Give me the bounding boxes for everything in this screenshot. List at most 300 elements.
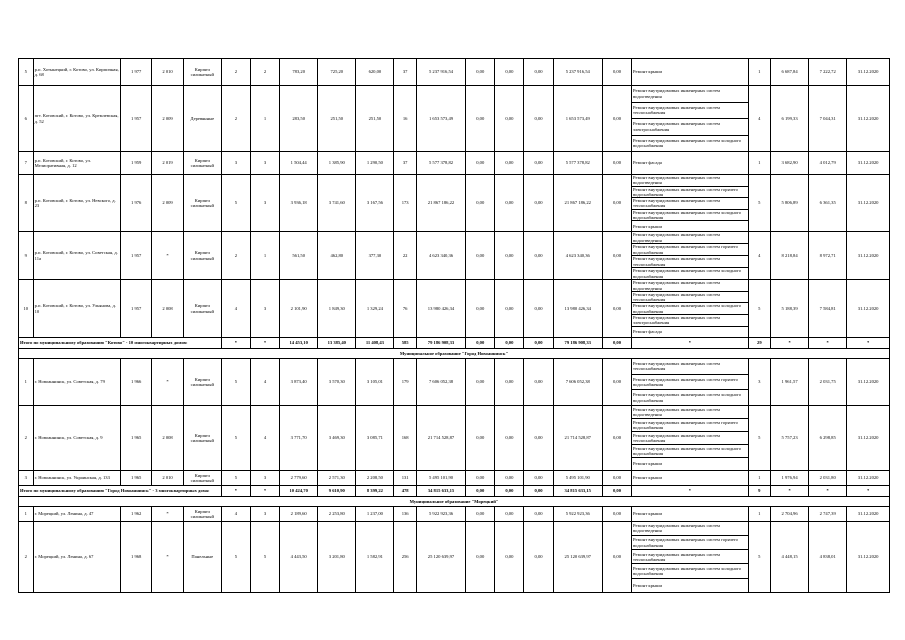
cell-year: 1 965 (120, 405, 151, 470)
cell-year: 1 959 (120, 152, 151, 175)
cell-f4: 7 606 052,38 (553, 358, 602, 405)
cell-c2: 2 031,80 (809, 470, 847, 485)
cell-year2: 2 010 (152, 470, 183, 485)
cell-f2: 0,00 (495, 358, 524, 405)
table-row (19, 506, 890, 521)
section-title: Муниципальное образование "Город Новоаннинск" (19, 348, 890, 358)
cell-residents: 173 (394, 175, 416, 232)
cell-work-type: Ремонт внутридомовых инженерных систем холодного водоснабжения (632, 390, 749, 406)
cell-cnt: 5 (748, 521, 770, 592)
cell-n: 3 (19, 470, 34, 485)
cell-f3: 0,00 (524, 59, 553, 86)
cell-living: 3 201,80 (318, 521, 356, 592)
section-total-row (19, 337, 890, 348)
cell-date: 31.12.2020 (847, 470, 890, 485)
cell-c1: 8 218,84 (771, 232, 809, 280)
cell-c1: 3 682,90 (771, 152, 809, 175)
cell-living: 2 253,80 (318, 506, 356, 521)
cell-addr: г. Новоаннинск, ул. Советская, д. 79 (33, 358, 120, 405)
cell-living: 1 385,90 (318, 152, 356, 175)
cell-date: 31.12.2020 (847, 358, 890, 405)
cell-addr: р.п. Котовский, г. Котово, ул. Советская, д. 11а (33, 232, 120, 280)
cell-year2: 2 010 (152, 59, 183, 86)
cell-year: 1 957 (120, 280, 151, 338)
cell-f4: 21 867 186,22 (553, 175, 602, 232)
cell-f3: 0,00 (524, 86, 553, 152)
cell-year: 1 957 (120, 86, 151, 152)
table-row (19, 405, 890, 418)
cell-n: 6 (19, 86, 34, 152)
cell-f1: 0,00 (466, 59, 495, 86)
cell-owned: 3 085,71 (356, 405, 394, 470)
cell-cnt: 4 (748, 86, 770, 152)
cell-floors: 3 (221, 152, 250, 175)
total-f2: 0,00 (495, 337, 524, 348)
total-date: * (847, 337, 890, 348)
cell-c1: 2 704,96 (771, 506, 809, 521)
total-f5: 0,00 (602, 337, 631, 348)
cell-year2: 2 008 (152, 405, 183, 470)
cell-f4: 21 714 528,87 (553, 405, 602, 470)
total-year2: * (250, 485, 279, 496)
cell-owned: 377,30 (356, 232, 394, 280)
cell-work-type: Ремонт внутридомовых инженерных систем теплоснабжения (632, 550, 749, 564)
register-table (18, 58, 890, 593)
cell-c1: 4 448,15 (771, 521, 809, 592)
table-row (19, 86, 890, 103)
cell-f2: 0,00 (495, 86, 524, 152)
capital-repair-register (18, 58, 890, 593)
total-f3: 0,00 (524, 485, 553, 496)
cell-residents: 37 (394, 152, 416, 175)
cell-date: 31.12.2020 (847, 232, 890, 280)
cell-work-type: Ремонт внутридомовых инженерных систем холодного водоснабжения (632, 135, 749, 152)
cell-date: 31.12.2020 (847, 405, 890, 470)
cell-date: 31.12.2020 (847, 152, 890, 175)
cell-mat: Кирпич силикатный (183, 232, 221, 280)
cell-work-type: Ремонт внутридомовых инженерных систем водоотведения (632, 232, 749, 244)
cell-area: 561,50 (280, 232, 318, 280)
cell-addr: р.п. Хотынецкий, г. Котово, ул. Кирпичная, д. 68 (33, 59, 120, 86)
total-total: 34 815 633,15 (416, 485, 465, 496)
table-row (19, 521, 890, 535)
cell-year: 1 966 (120, 358, 151, 405)
cell-date: 31.12.2020 (847, 280, 890, 338)
total-cnt: 9 (748, 485, 770, 496)
cell-f3: 0,00 (524, 470, 553, 485)
cell-area: 2 189,60 (280, 506, 318, 521)
cell-work-type: Ремонт внутридомовых инженерных систем горячего водоснабжения (632, 418, 749, 431)
cell-floors: 2 (221, 59, 250, 86)
cell-work-type: Ремонт внутридомовых инженерных систем горячего водоснабжения (632, 374, 749, 390)
cell-n: 2 (19, 521, 34, 592)
cell-work-type: Ремонт внутридомовых инженерных систем горячего водоснабжения (632, 186, 749, 198)
cell-floors: 2 (221, 86, 250, 152)
total-year: * (221, 337, 250, 348)
cell-mat: Панельные (183, 521, 221, 592)
cell-year2: * (152, 506, 183, 521)
cell-work-type: Ремонт внутридомовых инженерных систем теплоснабжения (632, 256, 749, 268)
cell-c1: 1 961,57 (771, 358, 809, 405)
cell-living: 2 571,30 (318, 470, 356, 485)
cell-c2: 8 972,71 (809, 232, 847, 280)
cell-total: 5 922 923,36 (416, 506, 465, 521)
cell-f1: 0,00 (466, 405, 495, 470)
cell-entr: 3 (250, 280, 279, 338)
cell-floors: 5 (221, 470, 250, 485)
total-f4: 79 186 908,33 (553, 337, 602, 348)
cell-year: 1 976 (120, 175, 151, 232)
cell-living: 3 741,60 (318, 175, 356, 232)
cell-f3: 0,00 (524, 232, 553, 280)
cell-living: 3 570,30 (318, 358, 356, 405)
cell-n: 1 (19, 358, 34, 405)
cell-work-type: Ремонт внутридомовых инженерных систем холодного водоснабжения (632, 564, 749, 578)
total-c2: * (809, 485, 847, 496)
cell-n: 1 (19, 506, 34, 521)
cell-work-type: Ремонт внутридомовых инженерных систем теплоснабжения (632, 431, 749, 444)
cell-f4: 5 237 916,54 (553, 59, 602, 86)
total-c1: * (771, 485, 809, 496)
cell-work-type: Ремонт внутридомовых инженерных систем электроснабжения (632, 119, 749, 136)
cell-work-type: Ремонт крыши (632, 457, 749, 470)
cell-f3: 0,00 (524, 152, 553, 175)
total-year2: * (250, 337, 279, 348)
cell-c2: 6 298,85 (809, 405, 847, 470)
cell-work-type: Ремонт внутридомовых инженерных систем водоотведения (632, 175, 749, 187)
total-residents: 478 (394, 485, 416, 496)
cell-c1: 5 757,23 (771, 405, 809, 470)
cell-c2: 4 012,79 (809, 152, 847, 175)
cell-residents: 131 (394, 470, 416, 485)
cell-date: 31.12.2020 (847, 86, 890, 152)
total-area: 14 453,10 (280, 337, 318, 348)
cell-n: 9 (19, 232, 34, 280)
cell-total: 5 237 916,54 (416, 59, 465, 86)
cell-entr: 1 (250, 86, 279, 152)
cell-date: 31.12.2020 (847, 175, 890, 232)
cell-work-type: Ремонт внутридомовых инженерных систем водоотведения (632, 521, 749, 535)
cell-work-type: Ремонт внутридомовых инженерных систем холодного водоснабжения (632, 268, 749, 280)
cell-addr: г. Морецкий, ул. Ленина, д. 67 (33, 521, 120, 592)
total-f1: 0,00 (466, 337, 495, 348)
cell-addr: г. Новоаннинск, ул. Советская, д. 9 (33, 405, 120, 470)
cell-work-type: Ремонт крыши (632, 578, 749, 592)
cell-addr: г. Новоаннинск, ул. Украинская, д. 133 (33, 470, 120, 485)
cell-residents: 179 (394, 358, 416, 405)
cell-total: 1 653 573,49 (416, 86, 465, 152)
cell-f5: 0,00 (602, 521, 631, 592)
cell-owned: 3 167,56 (356, 175, 394, 232)
section-header (19, 496, 890, 506)
cell-c1: 6 199,33 (771, 86, 809, 152)
cell-total: 7 606 052,38 (416, 358, 465, 405)
cell-work-type: Ремонт внутридомовых инженерных систем водоотведения (632, 405, 749, 418)
cell-residents: 76 (394, 280, 416, 338)
section-header (19, 348, 890, 358)
cell-year: 1 968 (120, 521, 151, 592)
table-row (19, 280, 890, 292)
cell-work-type: Ремонт внутридомовых инженерных систем холодного водоснабжения (632, 444, 749, 457)
cell-c1: 5 806,89 (771, 175, 809, 232)
cell-f5: 0,00 (602, 280, 631, 338)
cell-f5: 0,00 (602, 175, 631, 232)
table-row (19, 358, 890, 374)
cell-residents: 37 (394, 59, 416, 86)
cell-owned: 2 208,50 (356, 470, 394, 485)
cell-f1: 0,00 (466, 152, 495, 175)
cell-residents: 136 (394, 506, 416, 521)
cell-f4: 4 623 340,36 (553, 232, 602, 280)
total-f2: 0,00 (495, 485, 524, 496)
cell-living: 3 469,30 (318, 405, 356, 470)
cell-work-type: Ремонт крыши (632, 506, 749, 521)
cell-mat: Кирпич силикатный (183, 280, 221, 338)
total-owned: 11 408,43 (356, 337, 394, 348)
cell-year: 1 965 (120, 470, 151, 485)
cell-work-type: Ремонт внутридомовых инженерных систем водоотведения (632, 86, 749, 103)
cell-c2: 7 044,31 (809, 86, 847, 152)
cell-f2: 0,00 (495, 232, 524, 280)
cell-floors: 4 (221, 506, 250, 521)
cell-living: 462,80 (318, 232, 356, 280)
cell-living: 725,20 (318, 59, 356, 86)
total-c1: * (771, 337, 809, 348)
cell-f3: 0,00 (524, 280, 553, 338)
total-f3: 0,00 (524, 337, 553, 348)
table-row (19, 152, 890, 175)
cell-floors: 5 (221, 175, 250, 232)
cell-work-type: Ремонт внутридомовых инженерных систем теплоснабжения (632, 198, 749, 210)
cell-entr: 1 (250, 232, 279, 280)
cell-addr: р.п. Котовский, г. Котово, ул. Мелиоративная, д. 12 (33, 152, 120, 175)
total-f5: 0,00 (602, 485, 631, 496)
cell-owned: 1 329,24 (356, 280, 394, 338)
cell-residents: 16 (394, 86, 416, 152)
cell-owned: 1 582,91 (356, 521, 394, 592)
cell-owned: 1 237,00 (356, 506, 394, 521)
cell-cnt: 1 (748, 59, 770, 86)
cell-owned: 620,00 (356, 59, 394, 86)
cell-f4: 5 495 101,90 (553, 470, 602, 485)
cell-addr: пгт. Котовский, г. Котово, ул. Кремлевская, д. 52 (33, 86, 120, 152)
cell-total: 4 623 340,36 (416, 232, 465, 280)
cell-mat: Кирпич силикатный (183, 506, 221, 521)
cell-area: 283,50 (280, 86, 318, 152)
cell-area: 3 873,40 (280, 358, 318, 405)
cell-f1: 0,00 (466, 470, 495, 485)
cell-f4: 5 922 923,36 (553, 506, 602, 521)
cell-cnt: 5 (748, 175, 770, 232)
cell-f5: 0,00 (602, 358, 631, 405)
cell-f1: 0,00 (466, 175, 495, 232)
cell-f4: 13 980 426,34 (553, 280, 602, 338)
cell-f2: 0,00 (495, 59, 524, 86)
table-row (19, 470, 890, 485)
total-f1: 0,00 (466, 485, 495, 496)
cell-f5: 0,00 (602, 59, 631, 86)
cell-year2: 2 008 (152, 280, 183, 338)
cell-mat: Кирпич силикатный (183, 405, 221, 470)
cell-cnt: 4 (748, 232, 770, 280)
cell-c2: 6 361,35 (809, 175, 847, 232)
cell-year2: 2 009 (152, 86, 183, 152)
cell-living: 251,50 (318, 86, 356, 152)
cell-f2: 0,00 (495, 280, 524, 338)
cell-entr: 3 (250, 152, 279, 175)
cell-date: 31.12.2020 (847, 59, 890, 86)
cell-f1: 0,00 (466, 506, 495, 521)
cell-floors: 5 (221, 358, 250, 405)
cell-year: 1 957 (120, 232, 151, 280)
cell-c2: 2 031,75 (809, 358, 847, 405)
cell-f4: 25 120 639,97 (553, 521, 602, 592)
cell-cnt: 3 (748, 358, 770, 405)
total-total: 79 186 908,33 (416, 337, 465, 348)
cell-f5: 0,00 (602, 86, 631, 152)
cell-work-type: Ремонт внутридомовых инженерных систем горячего водоснабжения (632, 244, 749, 256)
cell-floors: 5 (221, 521, 250, 592)
total-year: * (221, 485, 250, 496)
section-title: Муниципальное образование "Морецкий" (19, 496, 890, 506)
cell-entr: 3 (250, 470, 279, 485)
total-area: 10 424,70 (280, 485, 318, 496)
cell-year2: 2 019 (152, 152, 183, 175)
cell-residents: 168 (394, 405, 416, 470)
cell-area: 3 936,18 (280, 175, 318, 232)
cell-f4: 1 653 573,49 (553, 86, 602, 152)
cell-owned: 1 290,50 (356, 152, 394, 175)
cell-n: 7 (19, 152, 34, 175)
total-f4: 34 815 633,15 (553, 485, 602, 496)
cell-owned: 251,50 (356, 86, 394, 152)
cell-year2: * (152, 521, 183, 592)
cell-mat: Деревянные (183, 86, 221, 152)
cell-f2: 0,00 (495, 470, 524, 485)
cell-work-type: Ремонт внутридомовых инженерных систем водоотведения (632, 280, 749, 292)
cell-f2: 0,00 (495, 521, 524, 592)
cell-c1: 5 188,39 (771, 280, 809, 338)
cell-total: 21 714 528,87 (416, 405, 465, 470)
cell-work-type: Ремонт внутридомовых инженерных систем теплоснабжения (632, 291, 749, 303)
cell-f3: 0,00 (524, 358, 553, 405)
cell-date: 31.12.2020 (847, 506, 890, 521)
cell-mat: Кирпич силикатный (183, 59, 221, 86)
cell-year2: * (152, 232, 183, 280)
total-living: 9 610,90 (318, 485, 356, 496)
cell-work-type: Ремонт фасада (632, 326, 749, 337)
cell-area: 4 443,50 (280, 521, 318, 592)
cell-work-type: Ремонт внутридомовых инженерных систем теплоснабжения (632, 102, 749, 119)
cell-addr: р.п. Котовский, г. Котово, ул. Невского, д. 23 (33, 175, 120, 232)
cell-f2: 0,00 (495, 175, 524, 232)
cell-cnt: 1 (748, 470, 770, 485)
cell-entr: 2 (250, 59, 279, 86)
cell-f2: 0,00 (495, 506, 524, 521)
cell-cnt: 5 (748, 280, 770, 338)
cell-f1: 0,00 (466, 280, 495, 338)
cell-f5: 0,00 (602, 506, 631, 521)
cell-work-type: Ремонт фасада (632, 152, 749, 175)
cell-area: 2 779,60 (280, 470, 318, 485)
cell-area: 783,20 (280, 59, 318, 86)
cell-floors: 5 (221, 405, 250, 470)
cell-floors: 2 (221, 232, 250, 280)
cell-work-type: Ремонт крыши (632, 59, 749, 86)
cell-total: 13 980 426,34 (416, 280, 465, 338)
cell-f3: 0,00 (524, 405, 553, 470)
cell-area: 3 771,70 (280, 405, 318, 470)
table-row (19, 59, 890, 86)
cell-entr: 3 (250, 175, 279, 232)
cell-mat: Кирпич силикатный (183, 152, 221, 175)
total-label: Итого по муниципальному образованию "Город Новоаннинск" - 3 многоквартирных дома: (19, 485, 222, 496)
cell-year2: 2 009 (152, 175, 183, 232)
cell-entr: 4 (250, 358, 279, 405)
cell-f1: 0,00 (466, 521, 495, 592)
table-row (19, 232, 890, 244)
cell-f3: 0,00 (524, 521, 553, 592)
section-total-row (19, 485, 890, 496)
cell-f1: 0,00 (466, 86, 495, 152)
cell-cnt: 5 (748, 405, 770, 470)
cell-entr: 3 (250, 506, 279, 521)
cell-total: 21 867 186,22 (416, 175, 465, 232)
cell-owned: 3 105,01 (356, 358, 394, 405)
cell-cnt: 1 (748, 506, 770, 521)
cell-f5: 0,00 (602, 470, 631, 485)
total-work: * (632, 337, 749, 348)
total-residents: 585 (394, 337, 416, 348)
cell-year: 1 977 (120, 59, 151, 86)
cell-work-type: Ремонт крыши (632, 470, 749, 485)
cell-n: 10 (19, 280, 34, 338)
cell-work-type: Ремонт внутридомовых инженерных систем горячего водоснабжения (632, 536, 749, 550)
cell-area: 2 101,90 (280, 280, 318, 338)
cell-addr: г. Морецкий, ул. Ленина, д. 47 (33, 506, 120, 521)
table-row (19, 175, 890, 187)
cell-entr: 5 (250, 521, 279, 592)
cell-mat: Кирпич силикатный (183, 175, 221, 232)
cell-total: 5 577 378,82 (416, 152, 465, 175)
total-cnt: 29 (748, 337, 770, 348)
cell-f3: 0,00 (524, 506, 553, 521)
cell-c2: 7 584,81 (809, 280, 847, 338)
cell-n: 2 (19, 405, 34, 470)
cell-f4: 5 577 378,82 (553, 152, 602, 175)
cell-floors: 4 (221, 280, 250, 338)
cell-c2: 4 838,01 (809, 521, 847, 592)
cell-work-type: Ремонт внутридомовых инженерных систем теплоснабжения (632, 358, 749, 374)
total-living: 13 385,40 (318, 337, 356, 348)
total-date: * (847, 485, 890, 496)
cell-work-type: Ремонт внутридомовых инженерных систем холодного водоснабжения (632, 209, 749, 221)
cell-date: 31.12.2020 (847, 521, 890, 592)
cell-f5: 0,00 (602, 232, 631, 280)
cell-n: 5 (19, 59, 34, 86)
cell-work-type: Ремонт внутридомовых инженерных систем холодного водоснабжения (632, 303, 749, 315)
cell-year: 1 962 (120, 506, 151, 521)
total-work: * (632, 485, 749, 496)
cell-c1: 6 687,84 (771, 59, 809, 86)
cell-work-type: Ремонт крыши (632, 221, 749, 232)
cell-f5: 0,00 (602, 152, 631, 175)
cell-f2: 0,00 (495, 405, 524, 470)
cell-c2: 7 222,72 (809, 59, 847, 86)
total-c2: * (809, 337, 847, 348)
cell-total: 25 120 639,97 (416, 521, 465, 592)
cell-entr: 4 (250, 405, 279, 470)
